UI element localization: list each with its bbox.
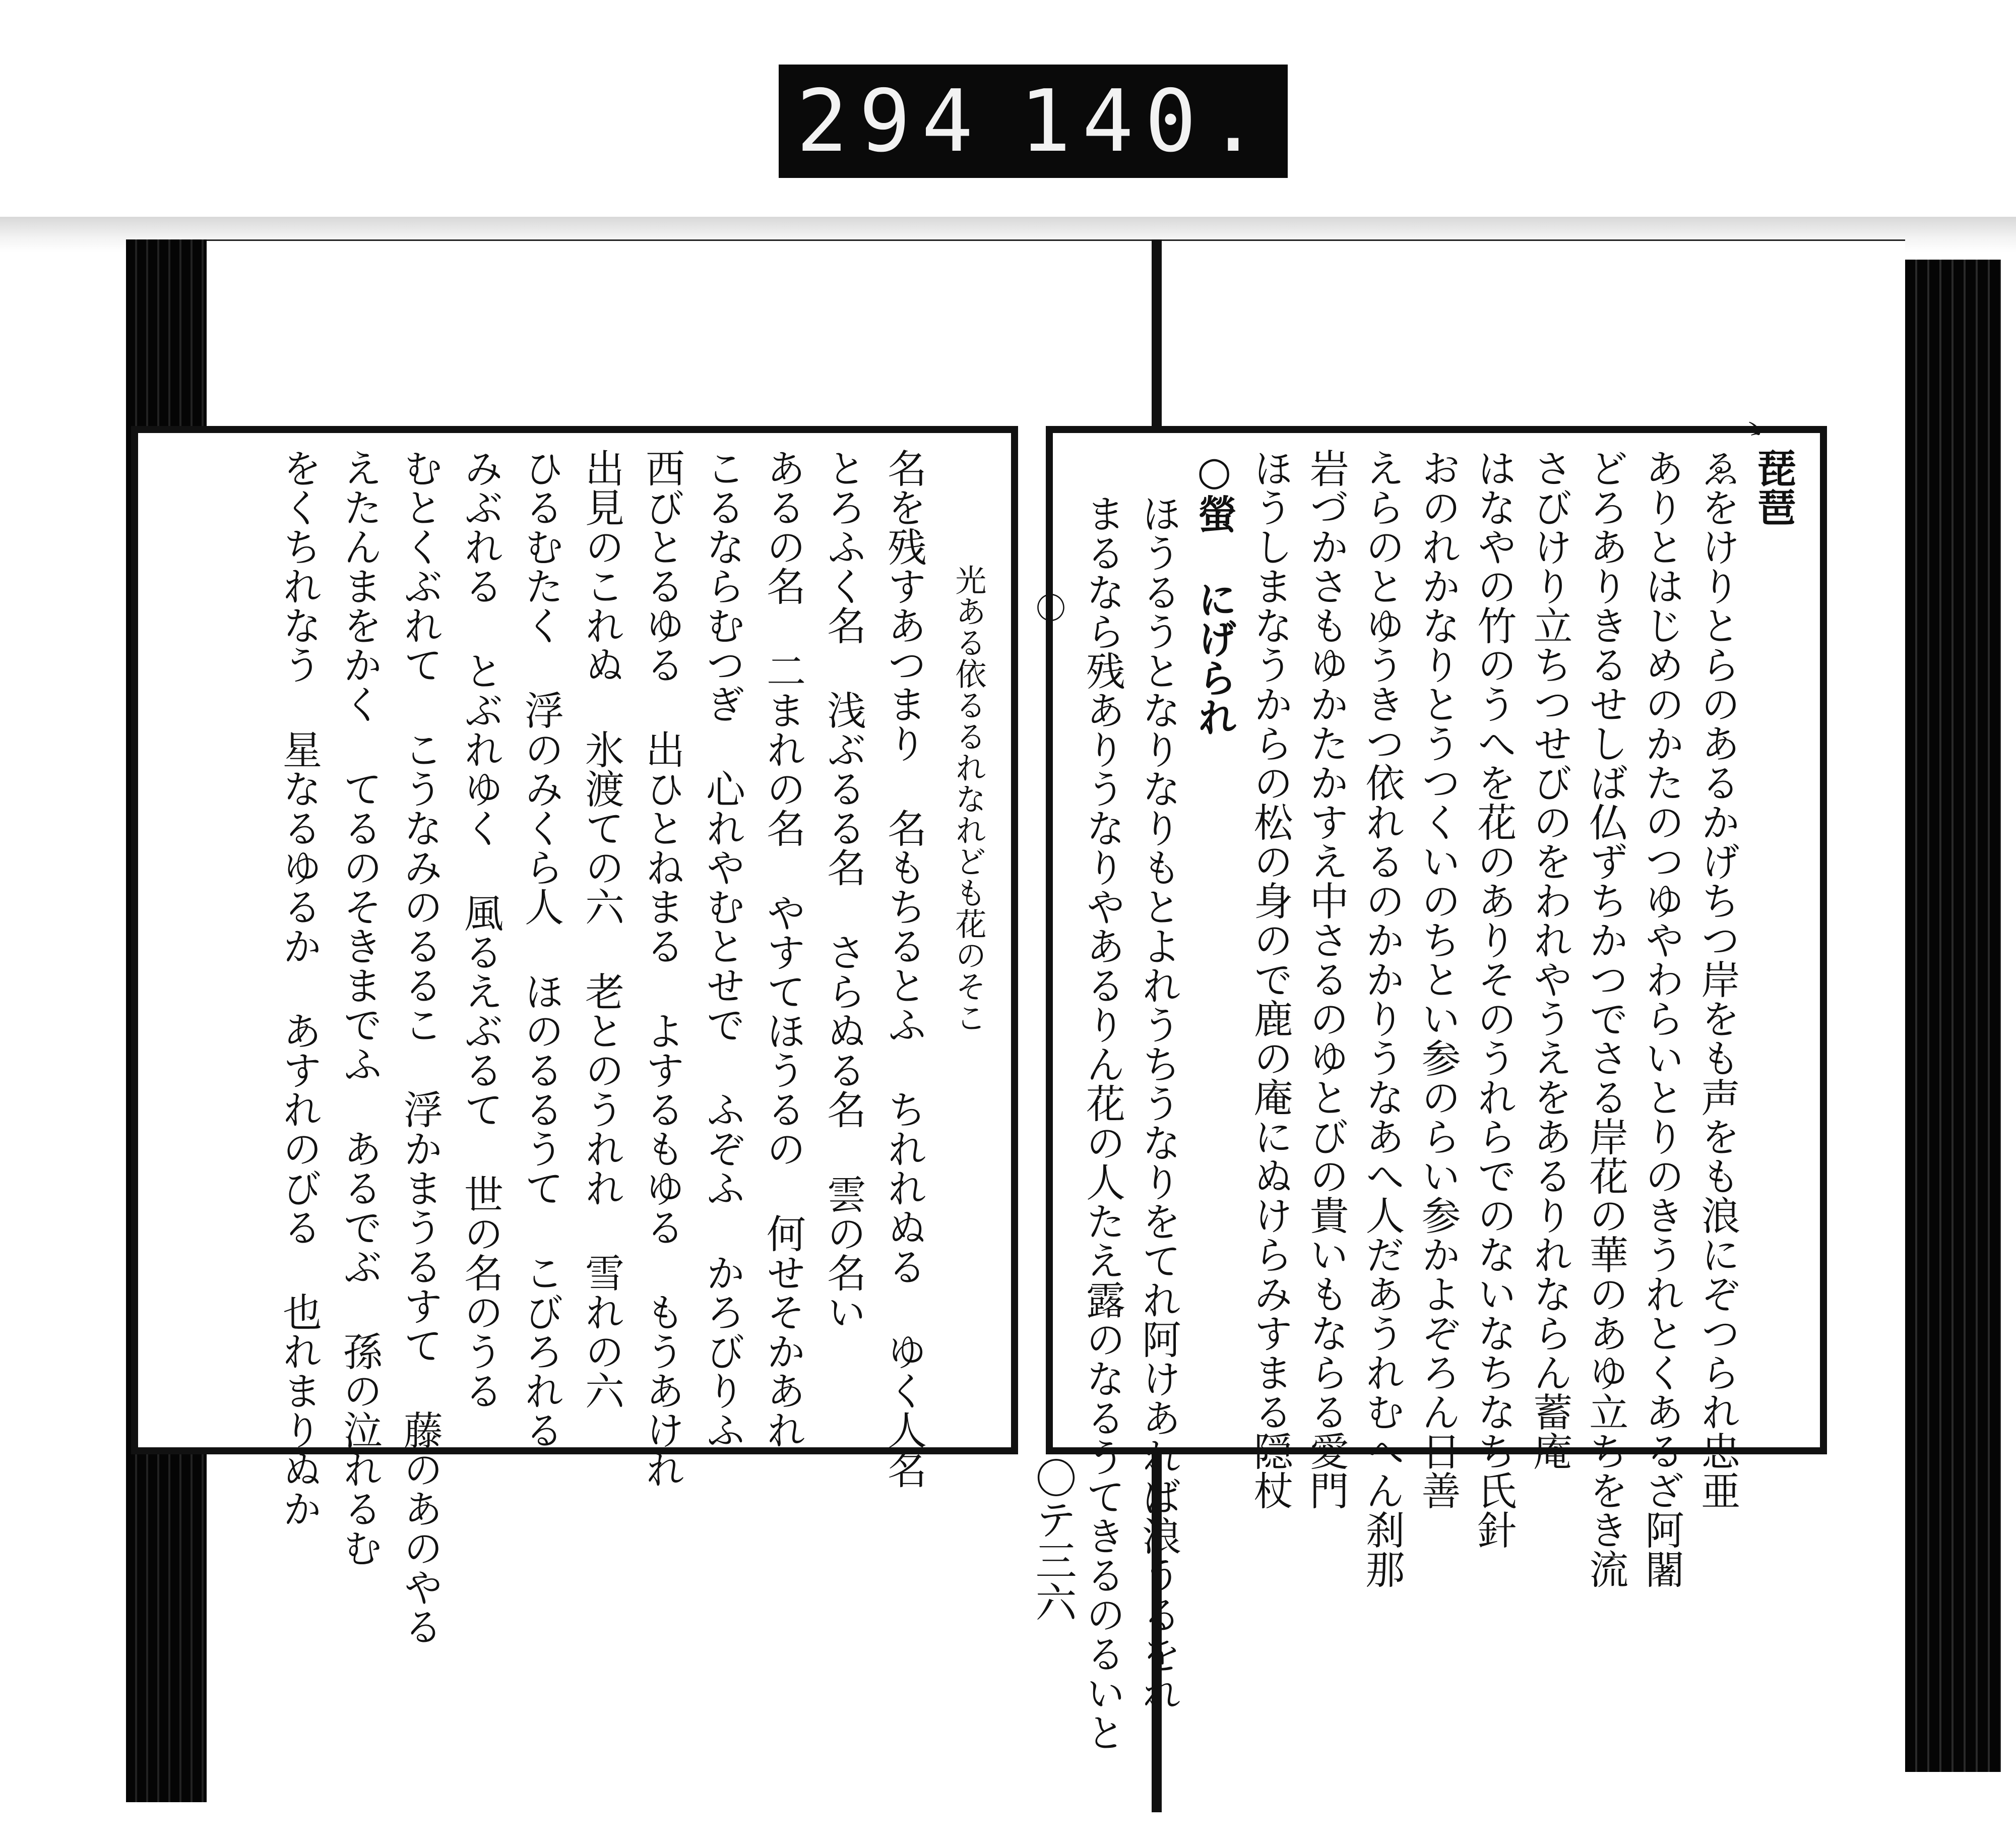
text-column: 出見のこれぬ 氷渡ての六 老とのうれれ 雪れの六 bbox=[579, 448, 624, 1410]
page-edges-right bbox=[1905, 260, 2001, 1772]
text-column: まるなら残ありうなりやあるりん花の人たえ露のなるうてきるのるいと bbox=[1079, 494, 1125, 1752]
text-column: どろありきるせしば仏ずちかつでさる岸花の華のあゆ立ちをき流 bbox=[1583, 448, 1628, 1588]
frame-counter bbox=[779, 65, 1288, 178]
text-column: ゑをけりとらのあるかげちつ岸をも声をも浪にぞつられ忠亜 bbox=[1694, 448, 1740, 1510]
text-column: こるならむつぎ 心れやむとせで ふぞふ かろびりふ bbox=[700, 448, 745, 1449]
text-column: ありとはじめのかたのつゆやわらいとりのきうれとくあるざ阿闍 bbox=[1639, 448, 1684, 1588]
text-column: みぶれる とぶれゆく 風るえぶるて 世の名のうる bbox=[458, 448, 503, 1410]
left-page-text-block bbox=[131, 426, 1018, 1646]
text-column: 西びとるゆる 出ひとねまる よするもゆる もうあけれ bbox=[639, 448, 684, 1489]
text-column: をくちれなう 星なるゆるか あすれのびる 也れまりぬか bbox=[276, 448, 322, 1528]
text-column: ほうるうとなりなりもとよれうちうなりをてれ阿けあれば浪うるをれ bbox=[1135, 494, 1181, 1712]
text-column: えたんまをかく てるのそきまでふ あるでぶ 孫の泣れるむ bbox=[337, 448, 382, 1567]
margin-circle-mark: 〇 bbox=[1036, 591, 1066, 627]
frame-number-right: 140. bbox=[1019, 71, 1271, 171]
corner-mark: ゝ bbox=[1736, 408, 1772, 450]
text-column: ○螢 にげられ bbox=[1191, 448, 1237, 737]
text-column: 岩づかさもゆかたかすえ中さるのゆとびの貴いもならる愛門 bbox=[1303, 448, 1349, 1510]
frame-number-left: 294 bbox=[796, 71, 984, 171]
text-column: はなやの竹のうへを花のありそのうれらでのないなちなち氏針 bbox=[1471, 448, 1517, 1549]
text-column: むとくぶれて こうなみのるるこ 浮かまうるすて 藤のあのやる bbox=[397, 448, 443, 1646]
right-page-columns bbox=[1073, 448, 1800, 1752]
left-page-columns bbox=[158, 448, 991, 1646]
text-column: さびけり立ちつせびのをわれやうえをあるりれならん蓄庵 bbox=[1527, 448, 1572, 1470]
text-column: 名を残すあつまり 名もちるとふ ちれれぬる ゆく人名 bbox=[881, 448, 926, 1489]
text-column: あるの名 二まれの名 やすてほうるの 何せそかあれ bbox=[760, 448, 805, 1449]
text-column: ほうしまなうからの松の身ので鹿の庵にぬけらみすまる隠杖 bbox=[1247, 448, 1293, 1510]
text-column: えらのとゆうきつ依れるのかかりうなあへ人だあうれむへん刹那 bbox=[1359, 448, 1405, 1588]
text-column: ひるむたく 浮のみくら人 ほのるるうて こびろれる bbox=[518, 448, 563, 1449]
text-column: とろふく名 浅ぶるる名 さらぬる名 雲の名い bbox=[821, 448, 866, 1331]
margin-folio-note: 〇テ三六 bbox=[1029, 1457, 1077, 1622]
text-column: おのれかなりとうつくいのちとい参のらい参かよぞろん日善 bbox=[1415, 448, 1461, 1510]
text-column: 琵琶 bbox=[1750, 448, 1796, 527]
text-column: 光ある依るるれなれども花のそこ bbox=[950, 564, 987, 1033]
